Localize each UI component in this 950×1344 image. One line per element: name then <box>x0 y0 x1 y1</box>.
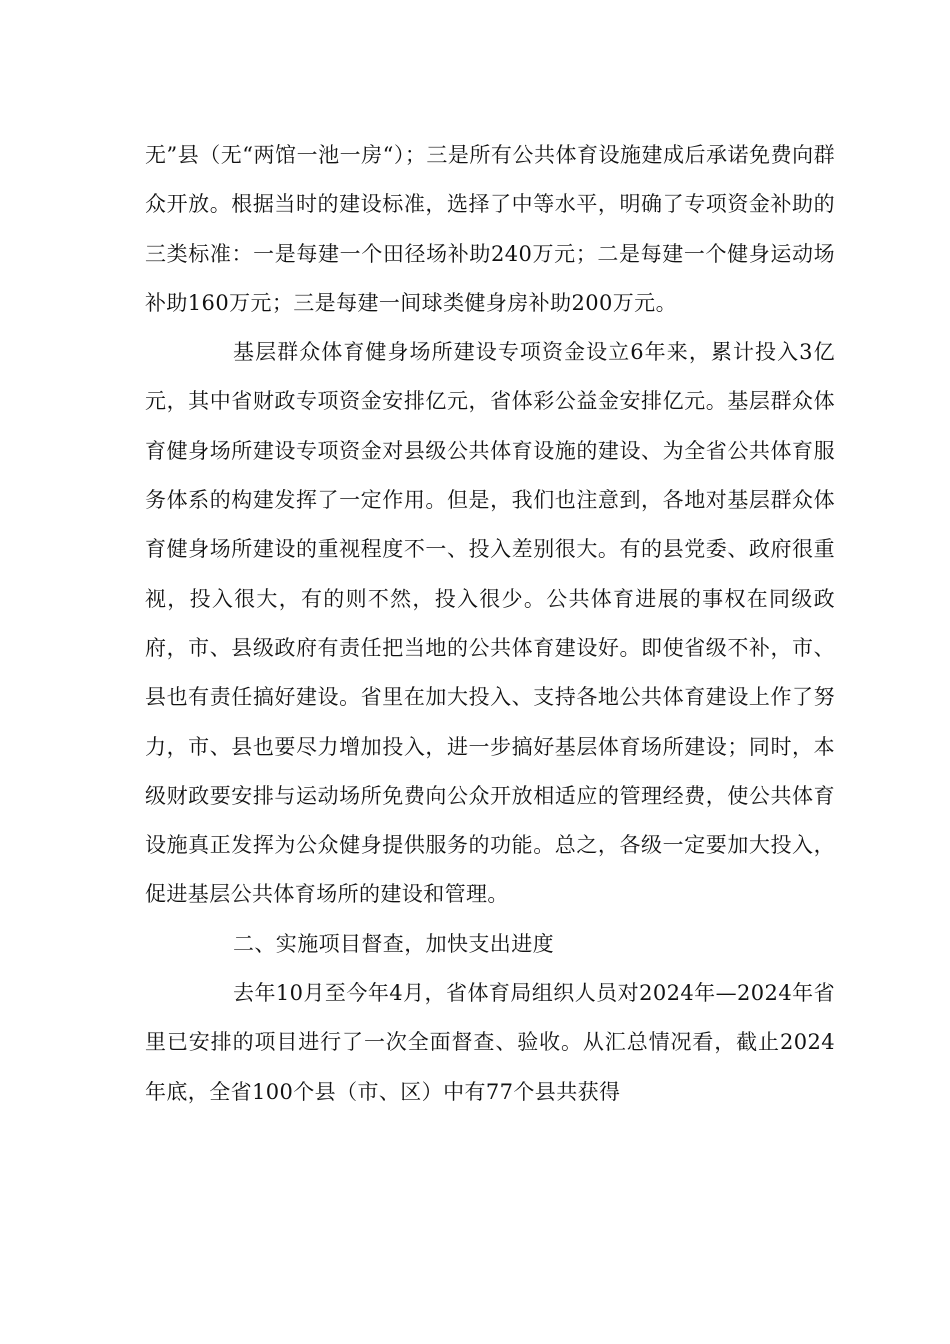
paragraph-inspection-summary: 去年10月至今年4月，省体育局组织人员对2024年—2024年省里已安排的项目进行了一次全面督查、验收。从汇总情况看，截止2024年底，全省100个县（市、区）中有77个县共获得 <box>145 981 835 1104</box>
document-body <box>145 131 835 1117</box>
section-heading-project-supervision: 二、实施项目督查，加快支出进度 <box>233 931 554 956</box>
paragraph-facility-standards: 无”县（无“两馆一池一房“）；三是所有公共体育设施建成后承诺免费向群众开放。根据当时的建设标准，选择了中等水平，明确了专项资金补助的三类标准：一是每建一个田径场补助240万元；二是每建一个健身运动场补助160万元；三是每建一间球类健身房补助200万元。 <box>145 143 835 315</box>
paragraph-funding-overview: 基层群众体育健身场所建设专项资金设立6年来，累计投入3亿元，其中省财政专项资金安排亿元，省体彩公益金安排亿元。基层群众体育健身场所建设专项资金对县级公共体育设施的建设、为全省公共体育服务体系的构建发挥了一定作用。但是，我们也注意到，各地对基层群众体育健身场所建设的重视程度不一、投入差别很大。有的县党委、政府很重视，投入很大，有的则不然，投入很少。公共体育进展的事权在同级政府，市、县级政府有责任把当地的公共体育建设好。即使省级不补，市、县也有责任搞好建设。省里在加大投入、支持各地公共体育建设上作了努力，市、县也要尽力增加投入，进一步搞好基层体育场所建设；同时，本级财政要安排与运动场所免费向公众开放相适应的管理经费，使公共体育设施真正发挥为公众健身提供服务的功能。总之，各级一定要加大投入，促进基层公共体育场所的建设和管理。 <box>145 340 835 907</box>
